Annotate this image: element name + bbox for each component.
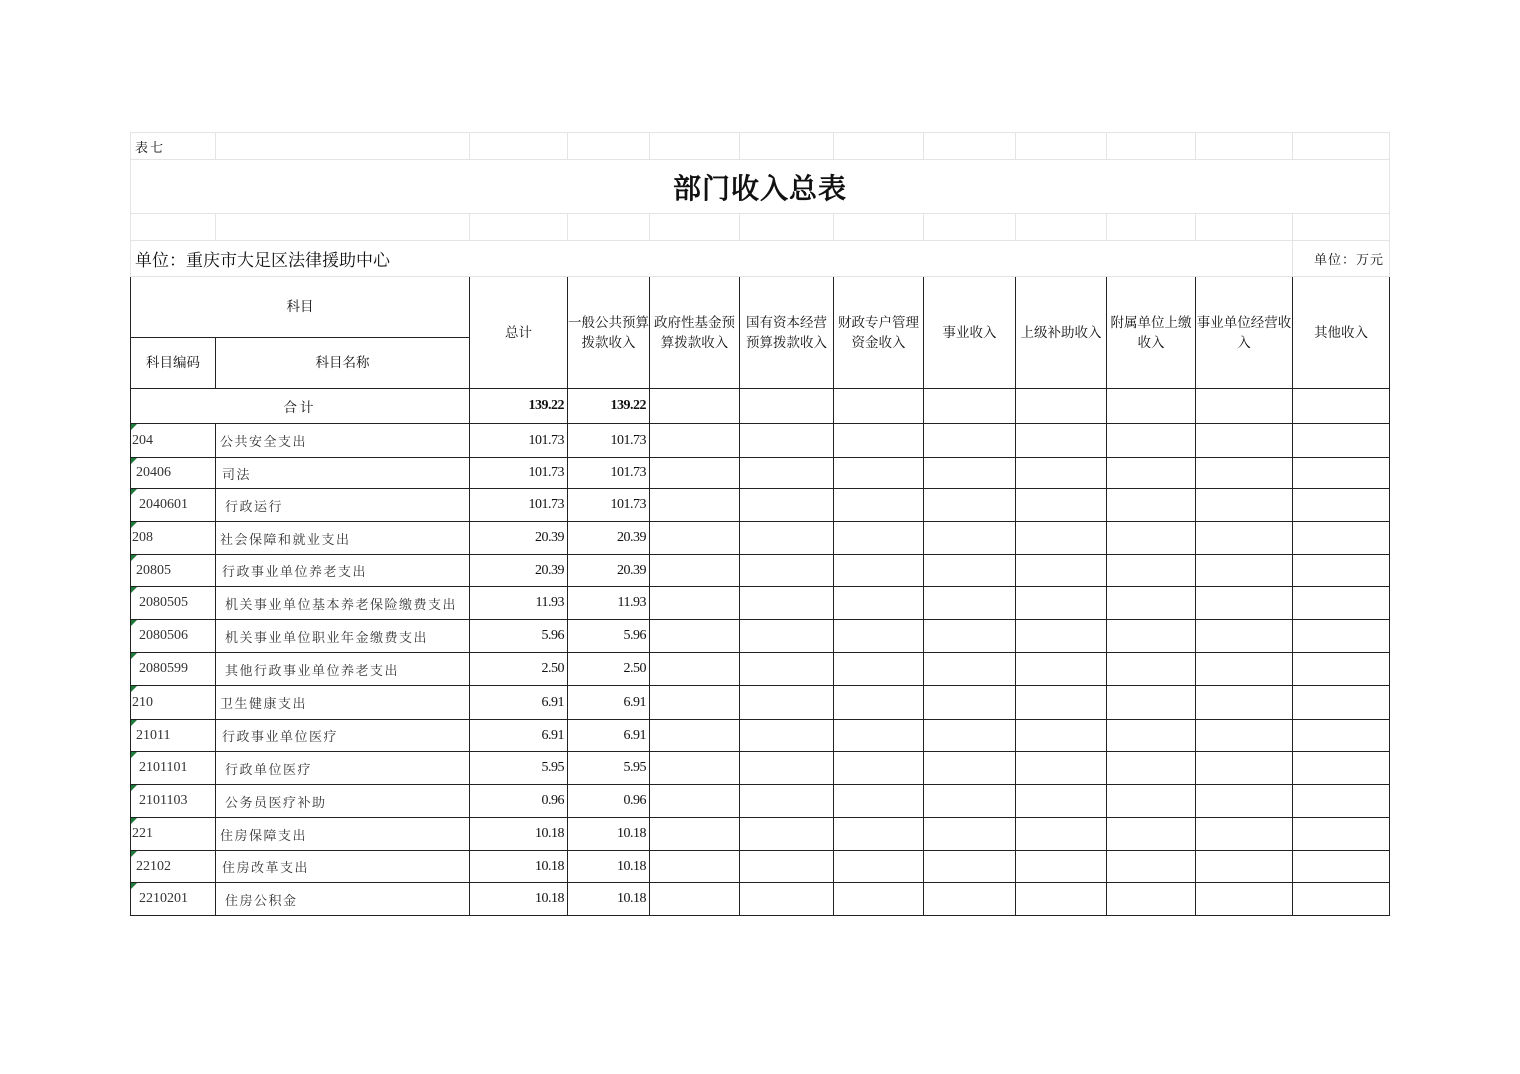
row-name: 公共安全支出 bbox=[216, 424, 470, 458]
row-name: 卫生健康支出 bbox=[216, 686, 470, 720]
row-code: 2101103 bbox=[131, 785, 216, 818]
header-row-1 bbox=[131, 277, 1390, 338]
table-row bbox=[131, 620, 1390, 653]
row-total: 10.18 bbox=[470, 883, 568, 916]
table-row bbox=[131, 424, 1390, 458]
row-general-budget: 10.18 bbox=[568, 883, 650, 916]
table-row bbox=[131, 818, 1390, 851]
row-code: 204 bbox=[131, 424, 216, 458]
table-row bbox=[131, 686, 1390, 720]
row-name: 司法 bbox=[216, 458, 470, 489]
row-total: 11.93 bbox=[470, 587, 568, 620]
data-rows bbox=[131, 424, 1390, 916]
header-operating: 事业单位经营收入 bbox=[1196, 277, 1293, 389]
table-row bbox=[131, 522, 1390, 555]
table-number-row bbox=[131, 133, 1390, 160]
header-affiliated: 附属单位上缴收入 bbox=[1107, 277, 1196, 389]
row-total: 101.73 bbox=[470, 489, 568, 522]
page-title: 部门收入总表 bbox=[131, 160, 1390, 214]
table-row bbox=[131, 653, 1390, 686]
row-code: 208 bbox=[131, 522, 216, 555]
row-code: 20805 bbox=[131, 555, 216, 587]
title-row bbox=[131, 160, 1390, 214]
table-number: 表七 bbox=[131, 133, 216, 160]
spacer-row bbox=[131, 214, 1390, 241]
row-total: 0.96 bbox=[470, 785, 568, 818]
row-general-budget: 20.39 bbox=[568, 555, 650, 587]
table-row bbox=[131, 851, 1390, 883]
income-summary-sheet bbox=[130, 132, 1389, 916]
row-total: 101.73 bbox=[470, 424, 568, 458]
row-general-budget: 5.95 bbox=[568, 752, 650, 785]
header-business: 事业收入 bbox=[924, 277, 1016, 389]
row-total: 6.91 bbox=[470, 686, 568, 720]
row-general-budget: 2.50 bbox=[568, 653, 650, 686]
header-other: 其他收入 bbox=[1293, 277, 1390, 389]
table-row bbox=[131, 587, 1390, 620]
header-code: 科目编码 bbox=[131, 338, 216, 389]
row-general-budget: 101.73 bbox=[568, 489, 650, 522]
unit-row bbox=[131, 241, 1390, 277]
row-code: 2080599 bbox=[131, 653, 216, 686]
unit-currency: 单位：万元 bbox=[1293, 241, 1390, 277]
row-total: 20.39 bbox=[470, 522, 568, 555]
row-total: 20.39 bbox=[470, 555, 568, 587]
data-table bbox=[131, 277, 1390, 424]
row-name: 住房改革支出 bbox=[216, 851, 470, 883]
row-code: 22102 bbox=[131, 851, 216, 883]
row-total: 6.91 bbox=[470, 720, 568, 752]
row-code: 21011 bbox=[131, 720, 216, 752]
row-name: 行政运行 bbox=[216, 489, 470, 522]
spreadsheet-table bbox=[130, 132, 1390, 916]
row-name: 行政单位医疗 bbox=[216, 752, 470, 785]
row-code: 20406 bbox=[131, 458, 216, 489]
table-row bbox=[131, 555, 1390, 587]
row-name: 机关事业单位基本养老保险缴费支出 bbox=[216, 587, 470, 620]
header-subject: 科目 bbox=[131, 277, 470, 338]
row-general-budget: 101.73 bbox=[568, 424, 650, 458]
table-row bbox=[131, 489, 1390, 522]
header-upper-subsidy: 上级补助收入 bbox=[1016, 277, 1107, 389]
row-total: 2.50 bbox=[470, 653, 568, 686]
total-row bbox=[131, 389, 1390, 424]
row-general-budget: 5.96 bbox=[568, 620, 650, 653]
header-name: 科目名称 bbox=[216, 338, 470, 389]
row-general-budget: 10.18 bbox=[568, 851, 650, 883]
row-name: 其他行政事业单位养老支出 bbox=[216, 653, 470, 686]
row-general-budget: 101.73 bbox=[568, 458, 650, 489]
table-row bbox=[131, 458, 1390, 489]
row-general-budget: 20.39 bbox=[568, 522, 650, 555]
row-name: 机关事业单位职业年金缴费支出 bbox=[216, 620, 470, 653]
header-general-budget: 一般公共预算拨款收入 bbox=[568, 277, 650, 389]
row-general-budget: 10.18 bbox=[568, 818, 650, 851]
row-name: 社会保障和就业支出 bbox=[216, 522, 470, 555]
header-gov-fund: 政府性基金预算拨款收入 bbox=[650, 277, 740, 389]
row-total: 101.73 bbox=[470, 458, 568, 489]
header-state-capital: 国有资本经营预算拨款收入 bbox=[740, 277, 834, 389]
row-code: 2080505 bbox=[131, 587, 216, 620]
row-total: 10.18 bbox=[470, 818, 568, 851]
row-code: 221 bbox=[131, 818, 216, 851]
row-general-budget: 6.91 bbox=[568, 686, 650, 720]
row-total: 10.18 bbox=[470, 851, 568, 883]
unit-department: 单位：重庆市大足区法律援助中心 bbox=[131, 241, 1293, 277]
row-code: 2080506 bbox=[131, 620, 216, 653]
header-fiscal-special: 财政专户管理资金收入 bbox=[834, 277, 924, 389]
row-total: 5.95 bbox=[470, 752, 568, 785]
row-code: 2210201 bbox=[131, 883, 216, 916]
total-label: 合计 bbox=[131, 389, 470, 424]
row-name: 行政事业单位养老支出 bbox=[216, 555, 470, 587]
row-code: 210 bbox=[131, 686, 216, 720]
table-row bbox=[131, 785, 1390, 818]
table-row bbox=[131, 752, 1390, 785]
table-row bbox=[131, 883, 1390, 916]
row-total: 5.96 bbox=[470, 620, 568, 653]
row-name: 住房公积金 bbox=[216, 883, 470, 916]
row-general-budget: 11.93 bbox=[568, 587, 650, 620]
row-code: 2040601 bbox=[131, 489, 216, 522]
row-general-budget: 6.91 bbox=[568, 720, 650, 752]
total-amount: 139.22 bbox=[470, 389, 568, 424]
row-name: 住房保障支出 bbox=[216, 818, 470, 851]
row-name: 行政事业单位医疗 bbox=[216, 720, 470, 752]
row-name: 公务员医疗补助 bbox=[216, 785, 470, 818]
row-code: 2101101 bbox=[131, 752, 216, 785]
row-general-budget: 0.96 bbox=[568, 785, 650, 818]
total-general-budget: 139.22 bbox=[568, 389, 650, 424]
table-row bbox=[131, 720, 1390, 752]
header-total: 总计 bbox=[470, 277, 568, 389]
